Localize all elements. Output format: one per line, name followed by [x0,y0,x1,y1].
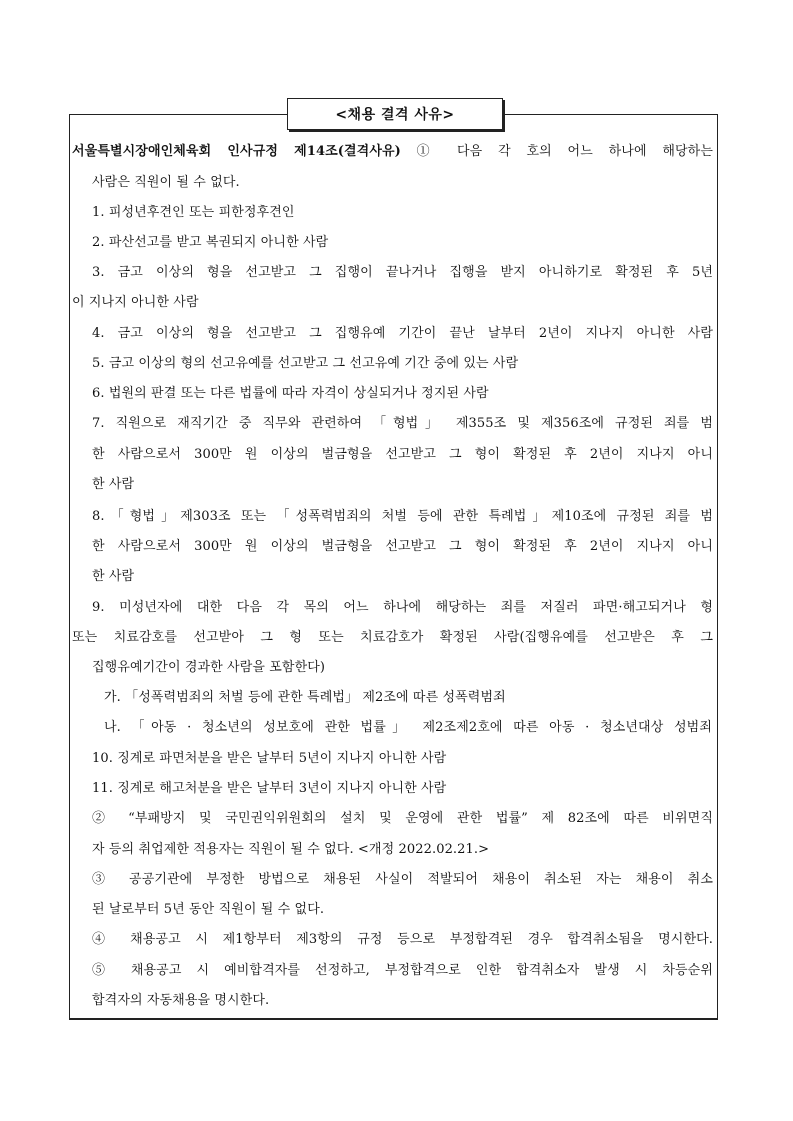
page-title: <채용 결격 사유> [335,107,455,123]
item-9-sub-ga: 가. 「성폭력범죄의 처벌 등에 관한 특례법」 제2조에 따른 성폭력범죄 [104,690,506,705]
title-box [287,98,503,130]
clause-2-line-1: ② “부패방지 및 국민권익위원회의 설치 및 운영에 관한 법률” 제 82조에 따른 비위면직 [92,811,713,826]
item-2: 2. 파산선고를 받고 복권되지 아니한 사람 [92,235,329,250]
item-11: 11. 징계로 해고처분을 받은 날부터 3년이 지나지 아니한 사람 [92,781,447,796]
clause-4: ④ 채용공고 시 제1항부터 제3항의 규정 등으로 부정합격된 경우 합격취소됨을 명시한다. [92,932,713,947]
item-7-line-1: 7. 직원으로 재직기간 중 직무와 관련하여 「형법」 제355조 및 제356조에 규정된 죄를 범 [92,416,713,431]
item-9-line-1: 9. 미성년자에 대한 다음 각 목의 어느 하나에 해당하는 죄를 저질러 파면·해고되거나 형 [92,600,713,615]
item-3-line-2: 이 지나지 아니한 사람 [72,295,199,310]
item-8-line-1: 8.「형법」제303조 또는 「성폭력범죄의 처벌 등에 관한 특례법」제10조에 규정된 죄를 범 [92,509,713,524]
item-7-line-3: 한 사람 [92,477,135,492]
intro-line-1 [72,144,713,160]
item-7-line-2: 한 사람으로서 300만 원 이상의 벌금형을 선고받고 그 형이 확정된 후 2년이 지나지 아니 [92,447,713,462]
item-9-line-2: 또는 치료감호를 선고받아 그 형 또는 치료감호가 확정된 사람(집행유예를 선고받은 후 그 [72,630,713,645]
item-1: 1. 피성년후견인 또는 피한정후견인 [92,205,295,220]
clause-5-line-1: ⑤ 채용공고 시 예비합격자를 선정하고, 부정합격으로 인한 합격취소자 발생 시 차등순위 [92,963,713,978]
item-9-sub-na: 나. 「아동 · 청소년의 성보호에 관한 법률」 제2조제2호에 따른 아동 · 청소년대상 성범죄 [104,720,712,735]
item-6: 6. 법원의 판결 또는 다른 법률에 따라 자격이 상실되거나 정지된 사람 [92,386,489,401]
clause-5-line-2: 합격자의 자동채용을 명시한다. [92,993,270,1008]
item-10: 10. 징계로 파면처분을 받은 날부터 5년이 지나지 아니한 사람 [92,751,447,766]
intro-text: ① 다음 각 호의 어느 하나에 해당하는 [400,144,713,159]
item-9-line-3: 집행유예기간이 경과한 사람을 포함한다) [92,660,326,675]
clause-2-line-2: 자 등의 취업제한 적용자는 직원이 될 수 없다. <개정 2022.02.21.> [92,842,490,857]
item-5: 5. 금고 이상의 형의 선고유예를 선고받고 그 선고유예 기간 중에 있는 사람 [92,356,519,371]
clause-3-line-2: 된 날로부터 5년 동안 직원이 될 수 없다. [92,902,325,917]
item-8-line-3: 한 사람 [92,569,135,584]
regulation-heading: 서울특별시장애인체육회 인사규정 제14조(결격사유) [72,144,401,159]
clause-3-line-1: ③ 공공기관에 부정한 방법으로 채용된 사실이 적발되어 채용이 취소된 자는 채용이 취소 [92,872,713,887]
item-4: 4. 금고 이상의 형을 선고받고 그 집행유예 기간이 끝난 날부터 2년이 지나지 아니한 사람 [92,326,713,341]
item-8-line-2: 한 사람으로서 300만 원 이상의 벌금형을 선고받고 그 형이 확정된 후 2년이 지나지 아니 [92,539,713,554]
intro-line-2: 사람은 직원이 될 수 없다. [92,175,240,190]
item-3-line-1: 3. 금고 이상의 형을 선고받고 그 집행이 끝나거나 집행을 받지 아니하기로 확정된 후 5년 [92,265,713,280]
